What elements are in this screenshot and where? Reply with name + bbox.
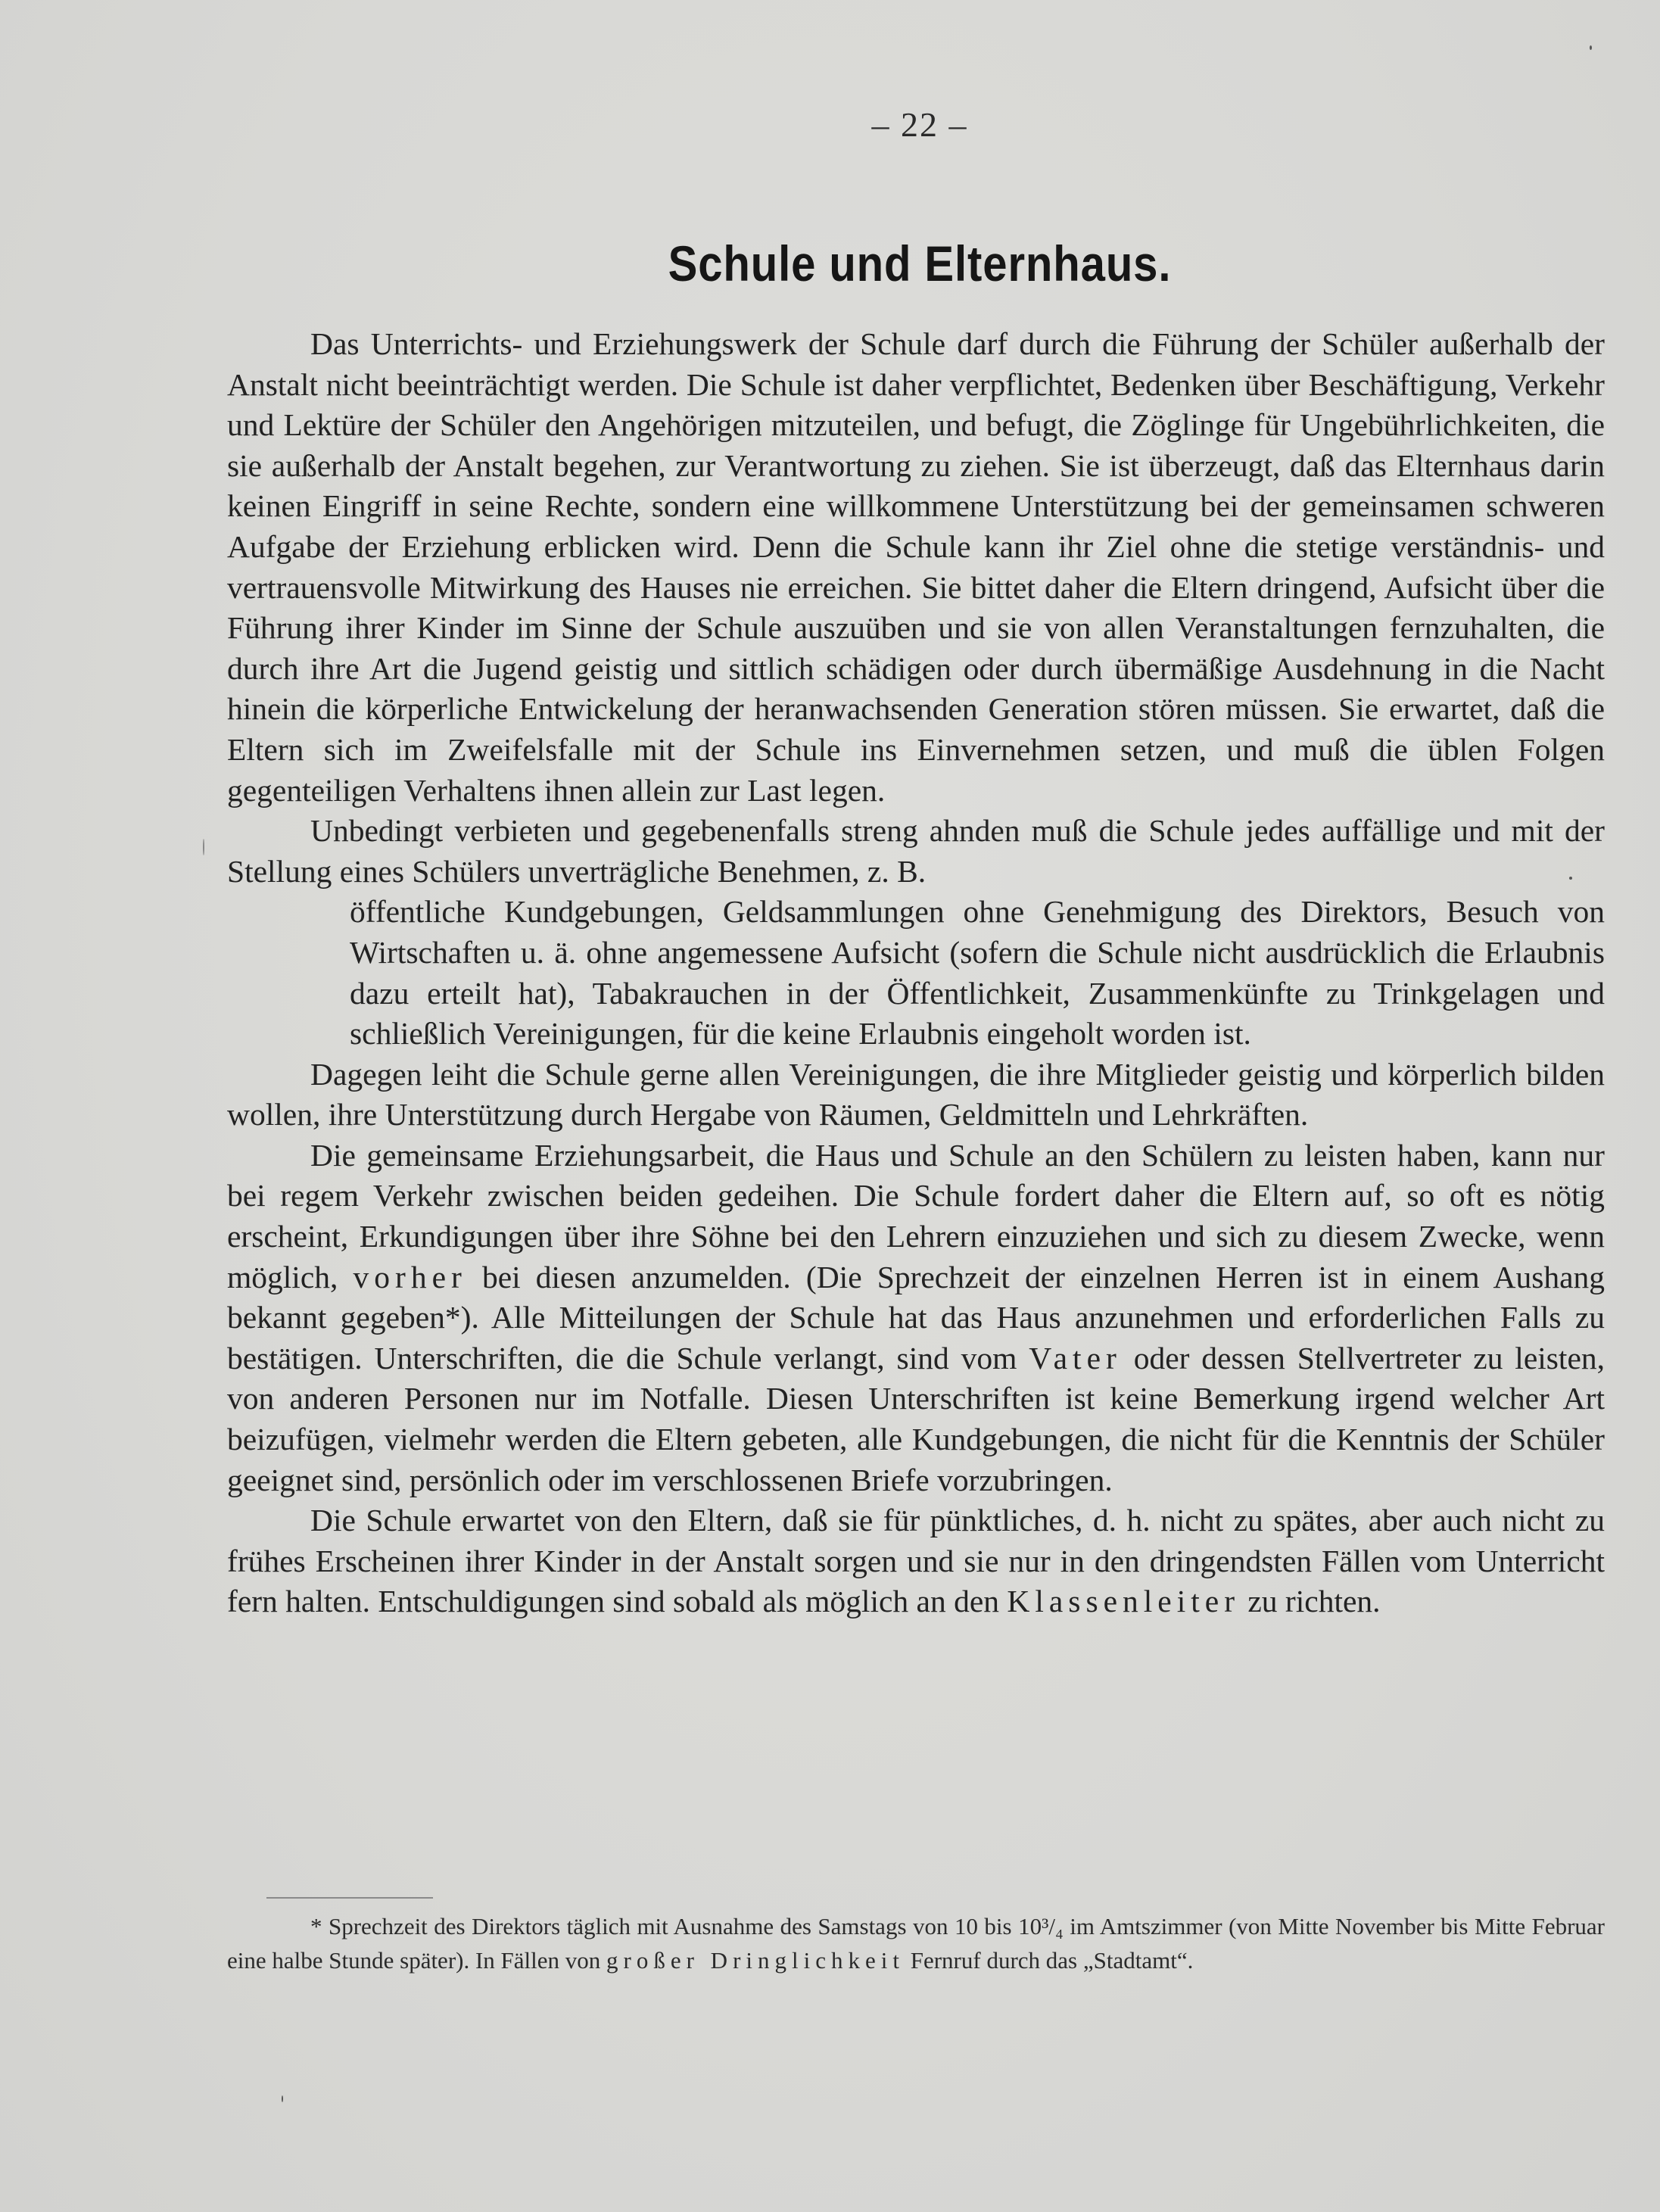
paragraph-4 <box>227 1136 1605 1500</box>
paragraph-4-part-a: Die gemeinsame Erziehungsarbeit, die Haus und Schule an den Schülern zu leisten haben, kann nur bei regem Verkehr zwischen beiden gedeihen. Die Schule fordert daher die Eltern auf, so oft es nötig erscheint, Erkundigungen über ihre Söhne bei den Lehrern einzuziehen und sich zu diesem Zwecke, wenn möglich, <box>227 1137 1605 1294</box>
paragraph-5-part-b: zu richten. <box>1247 1584 1381 1619</box>
paragraph-5 <box>227 1500 1605 1622</box>
footnote-part-b: Fernruf durch das „Stadtamt“. <box>910 1947 1194 1974</box>
scan-speck <box>1569 877 1572 880</box>
footnote <box>227 1909 1605 1977</box>
page-title: Schule und Elternhaus. <box>668 235 1172 291</box>
paragraph-2-indented-examples: öffentliche Kundgebungen, Geldsammlungen ohne Genehmigung des Direktors, Besuch von Wirtschaften u. ä. ohne angemessene Aufsicht (sofern die Schule nicht ausdrücklich die Erlaubnis dazu erteilt hat), Tabakrauchen in der Öffentlichkeit, Zusammenkünfte zu Trinkgelagen und schließlich Vereinigungen, für die keine Erlaubnis eingeholt worden ist. <box>350 894 1605 1051</box>
scan-speck <box>1590 45 1592 50</box>
footnote-part-a: * Sprechzeit des Direktors täglich mit Ausnahme des Samstags von 10 bis 10³/₄ im Amtszimmer (von Mitte November bis Mitte Februar eine halbe Stunde später). In Fällen von <box>227 1913 1605 1974</box>
body-text <box>227 324 1605 1622</box>
paragraph-4-part-c: oder dessen Stellvertreter zu leisten, von anderen Personen nur im Notfalle. Diesen Unterschriften ist keine Bemerkung irgend welcher Art beizufügen, vielmehr werden die Eltern gebeten, alle Kundgebungen, die nicht für die Kenntnis der Schüler geeignet sind, persönlich oder im verschlossenen Briefe vorzubringen. <box>227 1340 1605 1497</box>
scan-speck <box>282 2095 283 2102</box>
paragraph-5-part-a: Die Schule erwartet von den Eltern, daß sie für pünktliches, d. h. nicht zu spätes, aber auch nicht zu frühes Erscheinen ihrer Kinder in der Anstalt sorgen und sie nur in den dringendsten Fällen vom Unterricht fern halten. Entschuldigungen sind sobald als möglich an den <box>227 1503 1605 1619</box>
spaced-word-klassenleiter: Klassenleiter <box>1007 1584 1241 1619</box>
footnote-divider <box>266 1897 433 1899</box>
paragraph-1: Das Unterrichts- und Erziehungswerk der Schule darf durch die Führung der Schüler außerhalb der Anstalt nicht beeinträchtigt werden. Die Schule ist daher verpflichtet, Bedenken über Beschäftigung, Verkehr und Lektüre der Schüler den Angehörigen mitzuteilen, und befugt, die Zöglinge für Ungebührlichkeiten, die sie außerhalb der Anstalt begehen, zur Verantwortung zu ziehen. Sie ist überzeugt, daß das Elternhaus darin keinen Eingriff in seine Rechte, sondern eine willkommene Unterstützung bei der gemeinsamen schweren Aufgabe der Erziehung erblicken wird. Denn die Schule kann ihr Ziel ohne die stetige verständnis- und vertrauensvolle Mitwirkung des Hauses nie erreichen. Sie bittet daher die Eltern dringend, Aufsicht über die Führung ihrer Kinder im Sinne der Schule auszuüben und sie von allen Veranstaltungen fernzuhalten, die durch ihre Art die Jugend geistig und sittlich schädigen oder durch übermäßige Ausdehnung in die Nacht hinein die körperliche Entwickelung der heranwachsenden Generation stören müssen. Sie erwartet, daß die Eltern sich im Zweifelsfalle mit der Schule ins Einvernehmen setzen, und muß die üblen Folgen gegenteiligen Verhaltens ihnen allein zur Last legen. <box>227 326 1605 808</box>
paragraph-3: Dagegen leiht die Schule gerne allen Vereinigungen, die ihre Mitglieder geistig und körperlich bilden wollen, ihre Unterstützung durch Hergabe von Räumen, Geldmitteln und Lehrkräften. <box>227 1056 1605 1132</box>
scan-speck <box>203 839 204 855</box>
spaced-word-vorher: vorher <box>353 1259 467 1294</box>
paragraph-4-part-b: bei diesen anzumelden. (Die Sprechzeit der einzelnen Herren ist in einem Aushang bekannt gegeben*). Alle Mitteilungen der Schule hat das Haus anzunehmen und erforderlichen Falls zu bestätigen. Unterschriften, die die Schule verlangt, sind vom <box>227 1259 1605 1375</box>
footnote-spaced-phrase: großer Dringlichkeit <box>606 1947 905 1974</box>
page-number: – 22 – <box>871 105 968 144</box>
spaced-word-vater: Vater <box>1029 1340 1122 1375</box>
paragraph-2: Unbedingt verbieten und gegebenenfalls streng ahnden muß die Schule jedes auffällige und mit der Stellung eines Schülers unverträgliche Benehmen, z. B. <box>227 813 1605 889</box>
